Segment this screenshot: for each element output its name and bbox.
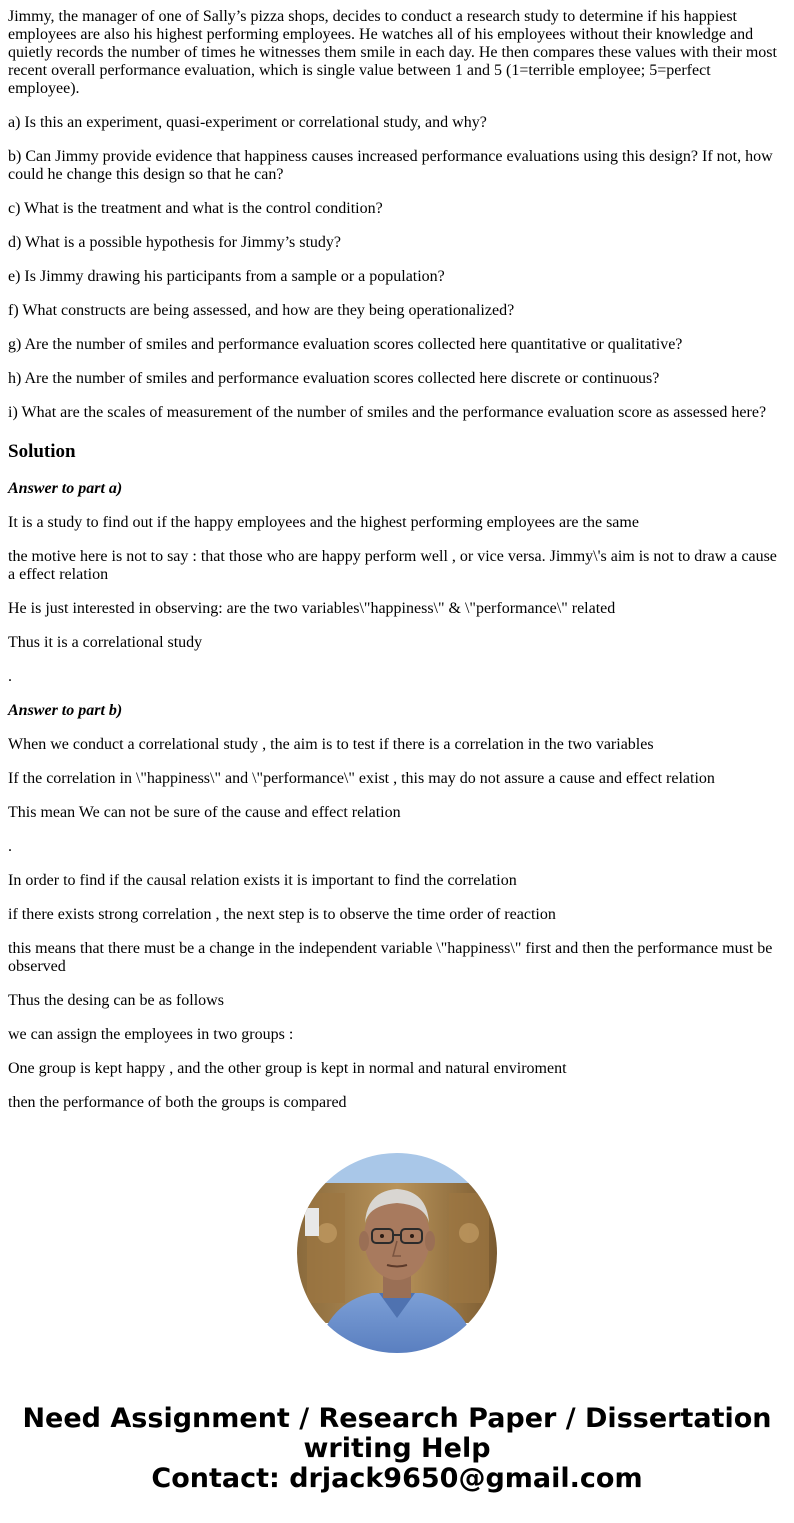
question-part-b: b) Can Jimmy provide evidence that happiness causes increased performance evaluations using this design? If not, how could he change this design so that he can?	[8, 148, 773, 183]
answer-b-line: When we conduct a correlational study , the aim is to test if there is a correlation in the two variables	[8, 736, 654, 753]
answer-b-line: If the correlation in \"happiness\" and \"performance\" exist , this may do not assure a cause and effect relation	[8, 770, 715, 787]
answer-a-line: It is a study to find out if the happy employees and the highest performing employees are the same	[8, 514, 639, 531]
portrait-image	[297, 1153, 497, 1353]
answer-a-line: He is just interested in observing: are the two variables\"happiness\" & \"performance\" related	[8, 600, 616, 617]
answer-b-line: Thus the desing can be as follows	[8, 992, 224, 1009]
answer-a-line: Thus it is a correlational study	[8, 634, 203, 651]
author-photo	[297, 1153, 497, 1353]
question-part-f: f) What constructs are being assessed, and how are they being operationalized?	[8, 302, 515, 319]
answer-b-line: then the performance of both the groups is compared	[8, 1094, 347, 1111]
answer-a-line: .	[8, 668, 12, 685]
answer-b-line: .	[8, 838, 12, 855]
footer-advert	[0, 1404, 794, 1494]
answer-b-line: we can assign the employees in two groups :	[8, 1026, 294, 1043]
question-part-e: e) Is Jimmy drawing his participants from a sample or a population?	[8, 268, 445, 285]
question-part-i: i) What are the scales of measurement of the number of smiles and the performance evaluation score as assessed here?	[8, 404, 767, 421]
answer-b-line: This mean We can not be sure of the cause and effect relation	[8, 804, 401, 821]
answer-b-label: Answer to part b)	[8, 702, 123, 719]
footer-line-2: writing Help	[303, 1433, 491, 1464]
answer-b-line: this means that there must be a change in the independent variable \"happiness\" first and then the performance must be observed	[8, 940, 773, 975]
answer-b-line: In order to find if the causal relation exists it is important to find the correlation	[8, 872, 517, 889]
document-body	[8, 8, 784, 1128]
question-part-d: d) What is a possible hypothesis for Jimmy’s study?	[8, 234, 342, 251]
answer-a-label: Answer to part a)	[8, 480, 123, 497]
question-part-g: g) Are the number of smiles and performance evaluation scores collected here quantitative or qualitative?	[8, 336, 683, 353]
question-part-a: a) Is this an experiment, quasi-experiment or correlational study, and why?	[8, 114, 487, 131]
question-intro: Jimmy, the manager of one of Sally’s pizza shops, decides to conduct a research study to determine if his happiest employees are also his highest performing employees. He watches all of his employees without their knowledge and quietly records the number of times he witnesses them smile in each day. He then compares these values with their most recent overall performance evaluation, which is single value between 1 and 5 (1=terrible employee; 5=perfect employee).	[8, 8, 777, 97]
answer-a-line: the motive here is not to say : that those who are happy perform well , or vice versa. Jimmy\'s aim is not to draw a cause a effect relation	[8, 548, 777, 583]
footer-contact: Contact: drjack9650@gmail.com	[151, 1463, 643, 1494]
answer-b-line: One group is kept happy , and the other group is kept in normal and natural enviroment	[8, 1060, 567, 1077]
solution-heading: Solution	[8, 441, 76, 462]
answer-b-line: if there exists strong correlation , the next step is to observe the time order of reaction	[8, 906, 556, 923]
question-part-h: h) Are the number of smiles and performance evaluation scores collected here discrete or continuous?	[8, 370, 660, 387]
footer-line-1: Need Assignment / Research Paper / Dissertation	[22, 1403, 772, 1434]
question-part-c: c) What is the treatment and what is the control condition?	[8, 200, 383, 217]
